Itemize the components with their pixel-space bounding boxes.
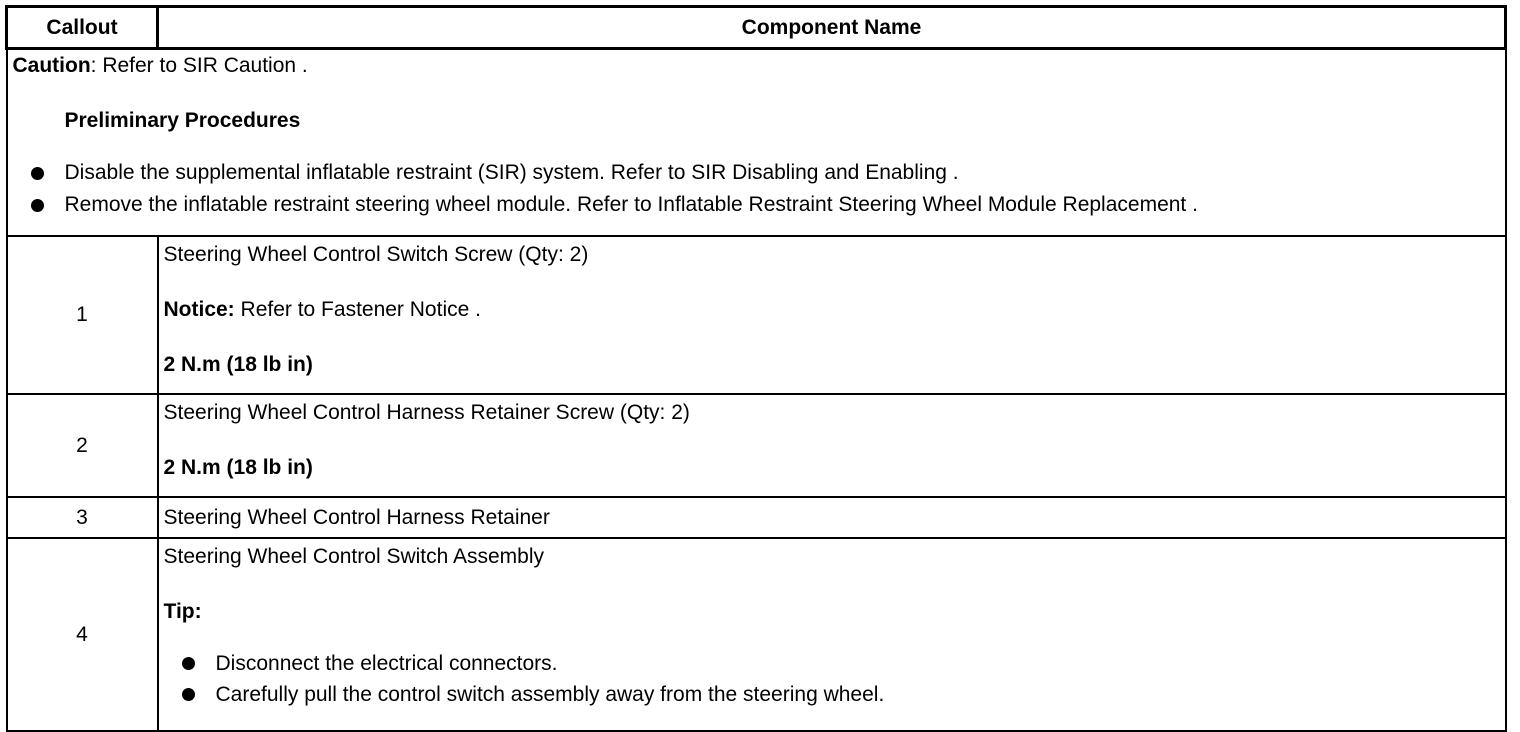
- notice-line: [164, 298, 1505, 322]
- component-name: Steering Wheel Control Harness Retainer: [163, 505, 550, 529]
- table-header-row: [7, 7, 1506, 49]
- torque-spec: 2 N.m (18 lb in): [163, 353, 313, 376]
- caution-label: Caution: [12, 54, 91, 77]
- callout-2: 2: [7, 394, 158, 497]
- notice-label: Notice:: [163, 298, 235, 321]
- preliminary-list: [13, 157, 1499, 221]
- table-row: [7, 394, 1506, 497]
- component-3: [158, 497, 1506, 538]
- header-component-name: Component Name: [158, 7, 1506, 49]
- table-row: [7, 236, 1506, 394]
- callout-3: 3: [7, 497, 158, 538]
- bullet-icon: [31, 199, 44, 212]
- list-item: Carefully pull the control switch assembly away from the steering wheel.: [164, 679, 1505, 710]
- bullet-icon: [31, 167, 44, 180]
- component-2: [158, 394, 1506, 497]
- component-4: [158, 538, 1506, 731]
- notice-text: Refer to Fastener Notice .: [234, 298, 481, 321]
- list-item: Disconnect the electrical connectors.: [164, 648, 1505, 679]
- component-name: Steering Wheel Control Harness Retainer Screw (Qty: 2): [163, 401, 690, 424]
- torque-spec: 2 N.m (18 lb in): [163, 456, 313, 479]
- caution-row: [7, 49, 1506, 237]
- preliminary-title: Preliminary Procedures: [64, 109, 301, 132]
- component-1: [158, 236, 1506, 394]
- list-item: Disable the supplemental inflatable restraint (SIR) system. Refer to SIR Disabling and Enabling .: [13, 157, 1499, 189]
- caution-line: [13, 54, 1499, 78]
- bullet-icon: [182, 657, 195, 670]
- table-row: [7, 538, 1506, 731]
- bullet-icon: [182, 688, 195, 701]
- caution-text: : Refer to SIR Caution .: [90, 54, 308, 77]
- component-name: Steering Wheel Control Switch Screw (Qty: 2): [163, 243, 589, 266]
- component-table: [5, 5, 1507, 732]
- table-row: [7, 497, 1506, 538]
- header-callout: Callout: [7, 7, 158, 49]
- tip-label: Tip:: [163, 600, 202, 623]
- callout-1: 1: [7, 236, 158, 394]
- callout-4: 4: [7, 538, 158, 731]
- list-item: Remove the inflatable restraint steering wheel module. Refer to Inflatable Restraint Steering Wheel Module Replacement .: [13, 189, 1499, 221]
- caution-cell: [7, 49, 1506, 237]
- component-name: Steering Wheel Control Switch Assembly: [163, 545, 544, 568]
- tip-list: [164, 648, 1505, 710]
